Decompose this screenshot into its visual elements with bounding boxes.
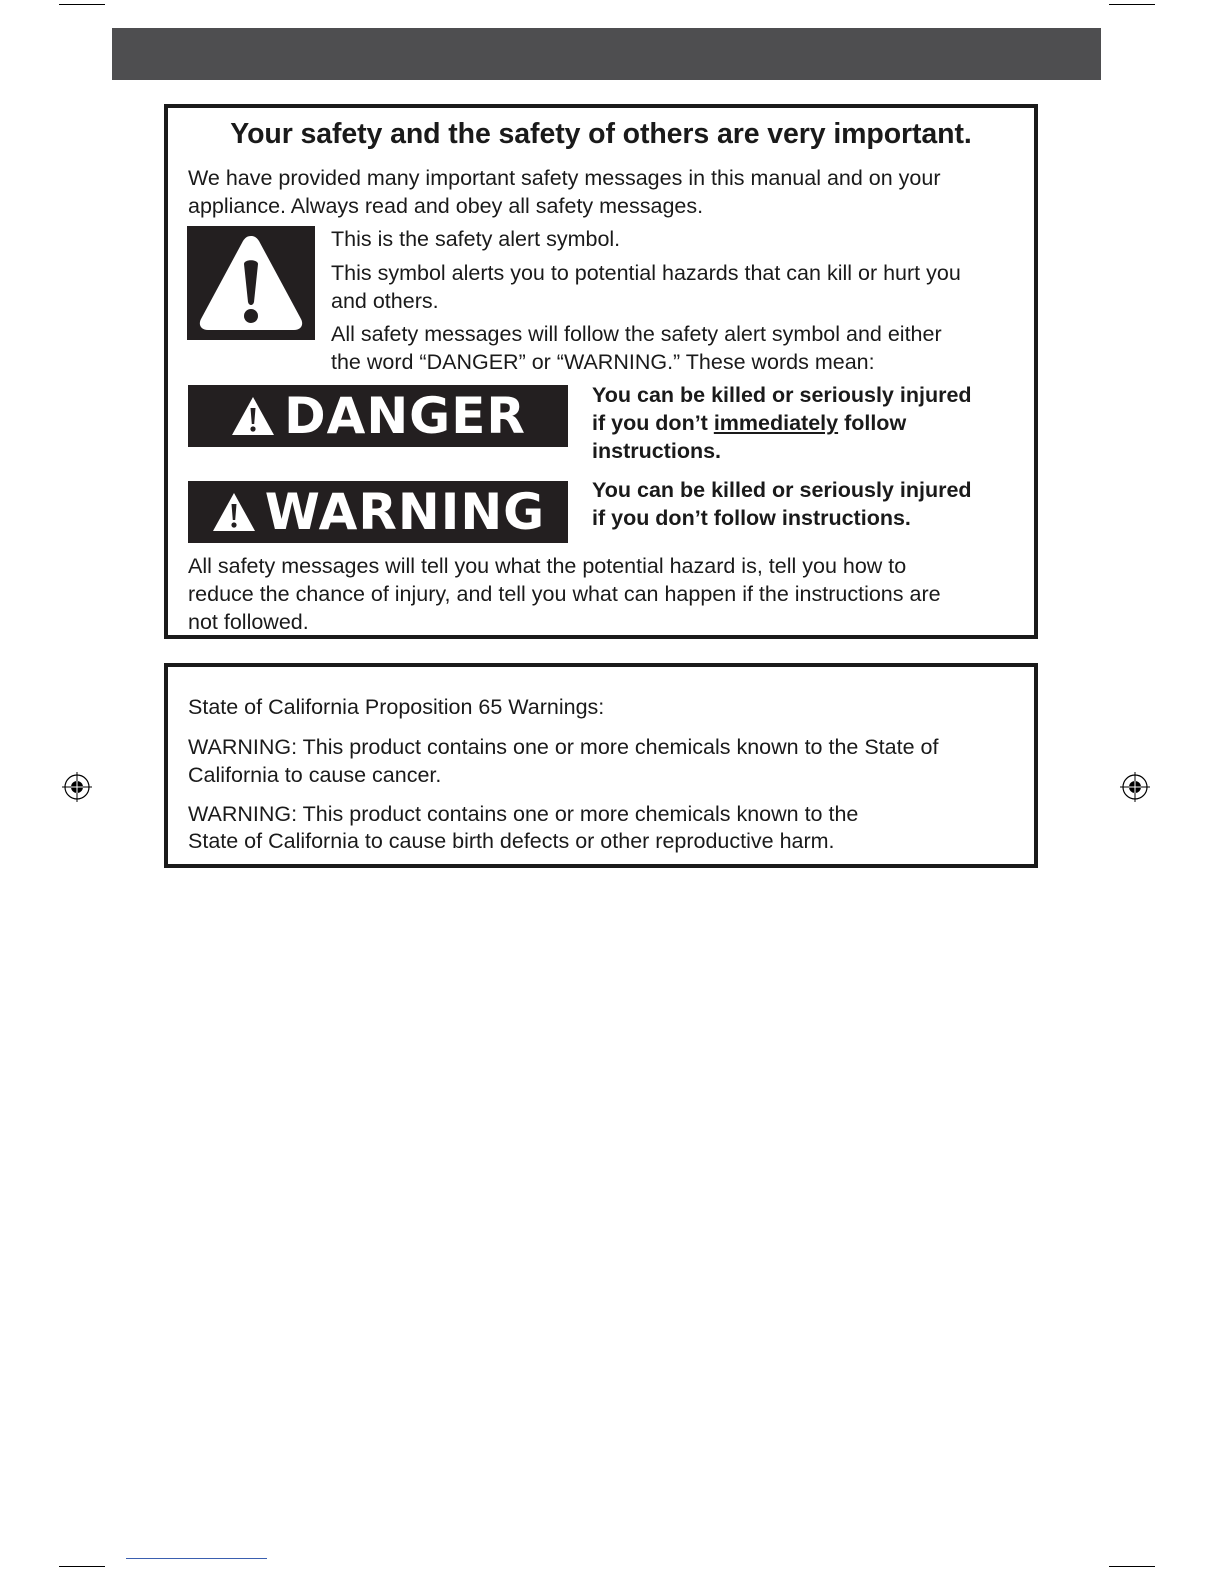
warning-text-line-1: You can be killed or seriously injured: [592, 478, 972, 502]
danger-text-line-1: You can be killed or seriously injured: [592, 383, 972, 407]
alert-triangle-icon: [230, 395, 276, 437]
registration-mark-icon: [1120, 772, 1150, 802]
footer-rule: [126, 1558, 267, 1559]
danger-word: DANGER: [284, 387, 526, 445]
registration-mark-icon: [62, 772, 92, 802]
crop-mark: [1109, 4, 1155, 5]
follow-line-2: the word “DANGER” or “WARNING.” These words mean:: [331, 350, 875, 374]
follow-line-1: All safety messages will follow the safety alert symbol and either: [331, 322, 942, 346]
warning-word: WARNING: [264, 483, 546, 541]
crop-mark: [59, 1566, 105, 1567]
closing-line-2: reduce the chance of injury, and tell you what can happen if the instructions are: [188, 582, 941, 606]
prop65-heading: State of California Proposition 65 Warnings:: [188, 695, 605, 719]
intro-line-1: We have provided many important safety messages in this manual and on your: [188, 166, 941, 190]
alert-triangle-icon: [211, 491, 257, 533]
safety-alert-icon: [187, 226, 315, 340]
prop65-warning-2-line-2: State of California to cause birth defects or other reproductive harm.: [188, 829, 835, 853]
closing-line-1: All safety messages will tell you what the potential hazard is, tell you how to: [188, 554, 907, 578]
danger-text-line-2: [592, 409, 906, 437]
crop-mark: [59, 4, 105, 5]
closing-line-3: not followed.: [188, 610, 309, 634]
warning-text-line-2: if you don’t follow instructions.: [592, 506, 911, 530]
crop-mark: [1109, 1566, 1155, 1567]
danger-text-emphasis: immediately: [713, 411, 839, 435]
danger-text-part: follow: [838, 411, 907, 435]
symbol-line: This is the safety alert symbol.: [331, 227, 621, 251]
danger-text-line-3: instructions.: [592, 439, 722, 463]
intro-line-2: appliance. Always read and obey all safety messages.: [188, 194, 704, 218]
danger-label: [188, 385, 568, 447]
danger-text-part: if you don’t: [592, 411, 714, 435]
prop65-warning-1-line-2: California to cause cancer.: [188, 763, 442, 787]
safety-box: [164, 104, 1038, 639]
symbol-desc-line-2: and others.: [331, 289, 439, 313]
prop65-warning-1-line-1: WARNING: This product contains one or more chemicals known to the State of: [188, 735, 939, 759]
header-bar: [112, 28, 1101, 80]
prop65-box: [164, 663, 1038, 868]
warning-label: [188, 481, 568, 543]
symbol-desc-line-1: This symbol alerts you to potential hazards that can kill or hurt you: [331, 261, 961, 285]
prop65-warning-2-line-1: WARNING: This product contains one or more chemicals known to the: [188, 802, 859, 826]
safety-title: Your safety and the safety of others are very important.: [230, 118, 972, 150]
